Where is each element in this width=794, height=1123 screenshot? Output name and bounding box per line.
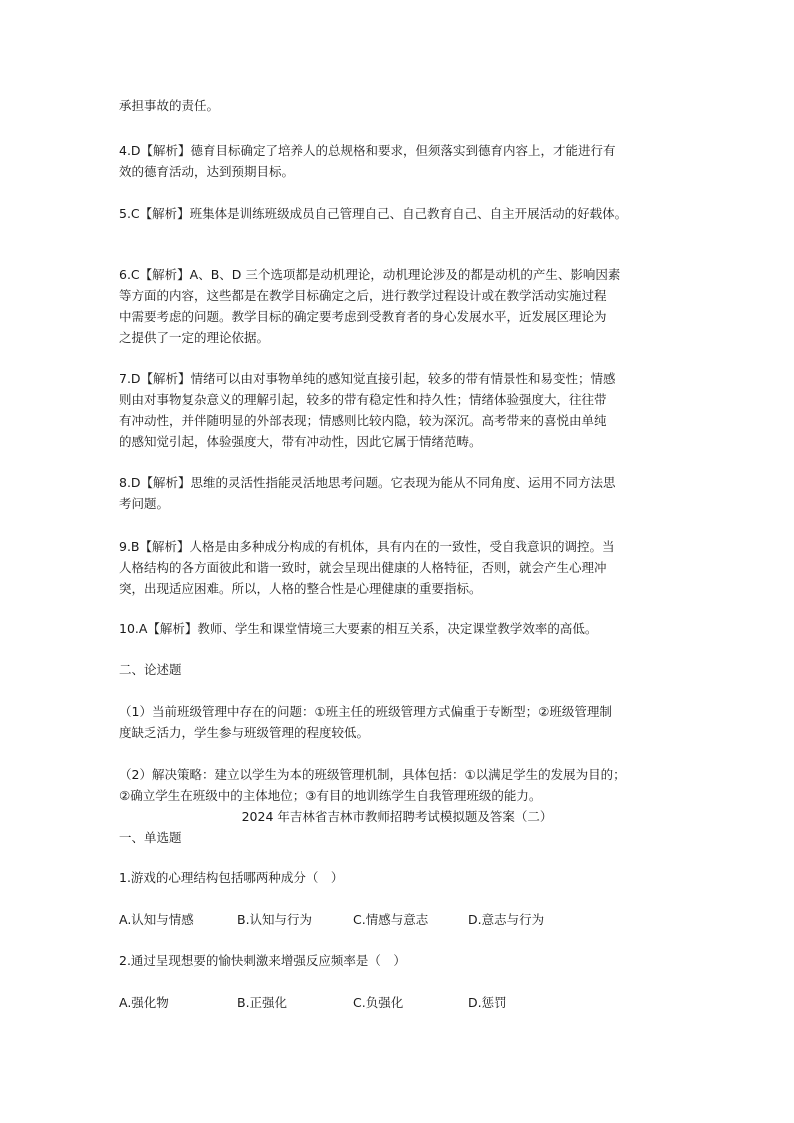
text-line: 5.C【解析】班集体是训练班级成员自己管理自己、自己教育自己、自主开展活动的好载体。 [119, 206, 628, 221]
text-line: 的感知觉引起，体验强度大，带有冲动性，因此它属于情绪范畴。 [119, 434, 482, 449]
text-line: 考问题。 [119, 496, 170, 511]
text-line: 1.游戏的心理结构包括哪两种成分（ ） [119, 870, 344, 885]
text-line: 中需要考虑的问题。教学目标的确定要考虑到受教育者的身心发展水平，近发展区理论为 [119, 309, 607, 324]
text-line: 8.D【解析】思维的灵活性指能灵活地思考问题。它表现为能从不同角度、运用不同方法思 [119, 475, 616, 490]
essay-point-2 [119, 764, 679, 806]
text-line: 7.D【解析】情绪可以由对事物单纯的感知觉直接引起，较多的带有情景性和易变性；情感 [119, 371, 616, 386]
section-heading [119, 827, 679, 848]
exam-title: 2024 年吉林省吉林市教师招聘考试模拟题及答案（二） [241, 809, 553, 824]
text-line: 等方面的内容，这些都是在教学目标确定之后，进行教学过程设计或在教学活动实施过程 [119, 288, 607, 303]
question-1-stem [119, 867, 679, 888]
text-line: 2.通过呈现想要的愉快刺激来增强反应频率是（ ） [119, 953, 406, 968]
text-line: 有冲动性，并伴随明显的外部表现；情感则比较内隐，较为深沉。高考带来的喜悦由单纯 [119, 413, 607, 428]
option-d: D.意志与行为 [468, 912, 545, 927]
option-d: D.惩罚 [468, 995, 507, 1010]
text-line: 突，出现适应困难。所以，人格的整合性是心理健康的重要指标。 [119, 581, 482, 596]
text-line: 6.C【解析】A、B、D 三个选项都是动机理论，动机理论涉及的都是动机的产生、影响因素 [119, 267, 621, 282]
text-line: 度缺乏活力，学生参与班级管理的程度较低。 [119, 725, 370, 740]
option-b: B.认知与行为 [237, 912, 313, 927]
text-line: 人格结构的各方面彼此和谐一致时，就会呈现出健康的人格特征，否则，就会产生心理冲 [119, 560, 607, 575]
answer-5-paragraph [119, 203, 679, 224]
answer-4-paragraph [119, 140, 679, 182]
answer-10-paragraph [119, 618, 679, 639]
option-c: C.情感与意志 [353, 912, 429, 927]
option-c: C.负强化 [353, 995, 404, 1010]
text-line: （1）当前班级管理中存在的问题：①班主任的班级管理方式偏重于专断型；②班级管理制 [119, 704, 612, 719]
answer-8-paragraph [119, 472, 679, 514]
text-line: 一、单选题 [119, 830, 182, 845]
text-line: 10.A【解析】教师、学生和课堂情境三大要素的相互关系，决定课堂教学效率的高低。 [119, 621, 598, 636]
option-a: A.认知与情感 [119, 912, 194, 927]
answer-7-paragraph [119, 368, 679, 452]
question-2-stem [119, 950, 679, 971]
option-a: A.强化物 [119, 995, 169, 1010]
text-line: 4.D【解析】德育目标确定了培养人的总规格和要求，但须落实到德育内容上，才能进行有 [119, 143, 616, 158]
text-line: 二、论述题 [119, 662, 182, 677]
text-line: （2）解决策略：建立以学生为本的班级管理机制，具体包括：①以满足学生的发展为目的； [119, 767, 626, 782]
essay-point-1 [119, 701, 679, 743]
option-b: B.正强化 [237, 995, 288, 1010]
answer-9-paragraph [119, 536, 679, 599]
text-line: 之提供了一定的理论依据。 [119, 330, 270, 345]
text-line: 效的德育活动，达到预期目标。 [119, 164, 295, 179]
text-line: 9.B【解析】人格是由多种成分构成的有机体，具有内在的一致性，受自我意识的调控。当 [119, 539, 615, 554]
text-line: ②确立学生在班级中的主体地位；③有目的地训练学生自我管理班级的能力。 [119, 788, 542, 803]
answer-6-paragraph [119, 264, 679, 348]
text-line: 承担事故的责任。 [119, 98, 220, 113]
essay-heading [119, 659, 679, 680]
carryover-paragraph [119, 95, 679, 116]
text-line: 则由对事物复杂意义的理解引起，较多的带有稳定性和持久性；情绪体验强度大，往往带 [119, 392, 607, 407]
